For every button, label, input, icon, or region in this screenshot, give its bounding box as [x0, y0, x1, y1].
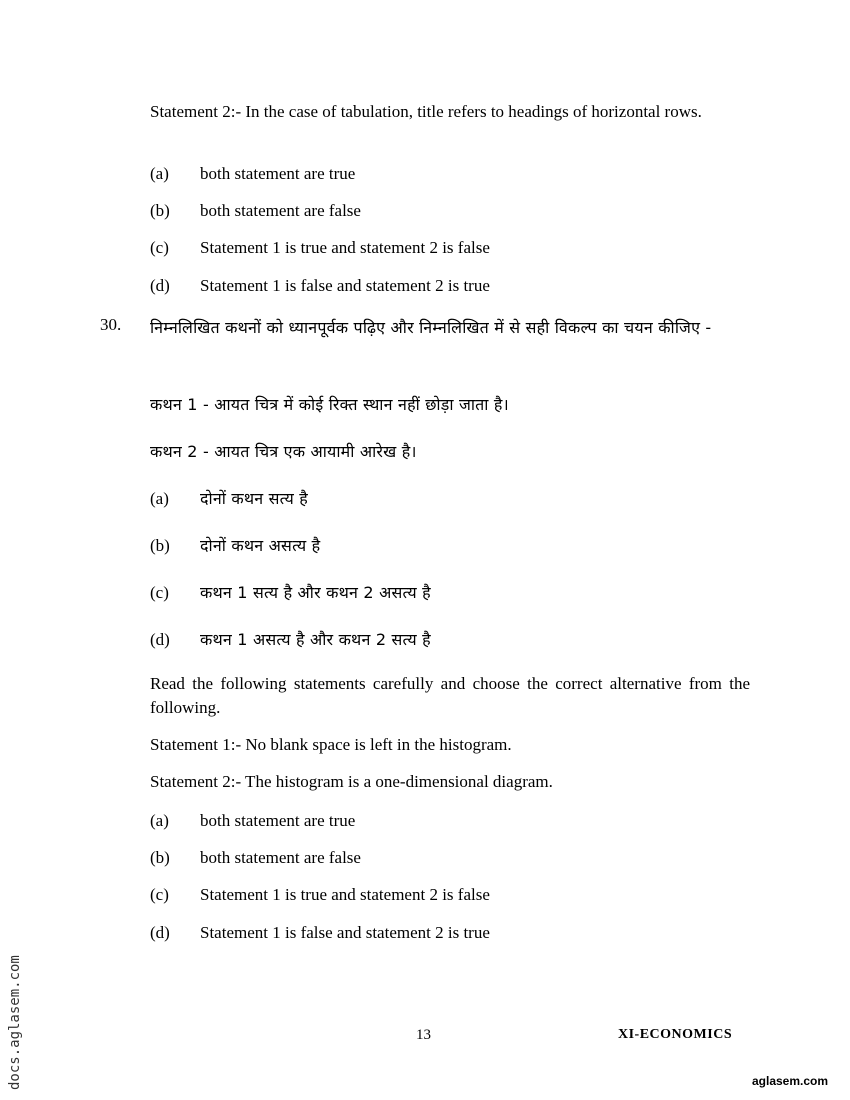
option-text: both statement are false [200, 201, 361, 220]
q30-statement-2: Statement 2:- The histogram is a one-dimensional diagram. [150, 772, 553, 791]
q30-hindi-statement-1: कथन 1 - आयत चित्र में कोई रिक्त स्थान नहीं छोड़ा जाता है। [150, 395, 509, 414]
option-text: both statement are true [200, 164, 356, 183]
side-watermark: docs.aglasem.com [7, 955, 23, 1090]
option-text: कथन 1 असत्य है और कथन 2 सत्य है [200, 630, 431, 649]
option-label: (d) [150, 923, 170, 942]
option-label: (b) [150, 848, 170, 867]
q29-option-b [150, 200, 750, 222]
q30-english-prompt: Read the following statements carefully and choose the correct alternative from the following. [150, 674, 750, 717]
option-label: (c) [150, 238, 169, 257]
option-text: both statement are false [200, 848, 361, 867]
option-text: Statement 1 is true and statement 2 is false [200, 238, 490, 257]
option-label: (a) [150, 164, 169, 183]
option-label: (d) [150, 276, 170, 295]
option-label: (a) [150, 489, 169, 508]
q30-hindi-option-b [150, 535, 750, 557]
option-text: दोनों कथन असत्य है [200, 536, 321, 555]
q29-option-d [150, 275, 750, 297]
option-label: (b) [150, 536, 170, 555]
q29-option-a [150, 163, 750, 185]
q30-hindi-option-c [150, 582, 750, 604]
option-text: both statement are true [200, 811, 356, 830]
q30-hindi-statement-2: कथन 2 - आयत चित्र एक आयामी आरेख है। [150, 442, 417, 461]
option-label: (d) [150, 630, 170, 649]
brand-watermark: aglasem.com [752, 1074, 829, 1088]
q30-hindi-prompt: निम्नलिखित कथनों को ध्यानपूर्वक पढ़िए और निम्नलिखित में से सही विकल्प का चयन कीजिए - [150, 318, 712, 337]
option-text: Statement 1 is false and statement 2 is true [200, 276, 490, 295]
q30-hindi-option-d [150, 629, 750, 651]
page-number: 13 [416, 1027, 431, 1043]
q30-option-d [150, 922, 750, 944]
option-label: (b) [150, 201, 170, 220]
option-text: दोनों कथन सत्य है [200, 489, 308, 508]
question-number: 30. [100, 315, 122, 334]
option-text: Statement 1 is true and statement 2 is false [200, 885, 490, 904]
q30-option-c [150, 884, 750, 906]
option-text: कथन 1 सत्य है और कथन 2 असत्य है [200, 583, 431, 602]
option-label: (c) [150, 583, 169, 602]
q30-statement-1: Statement 1:- No blank space is left in the histogram. [150, 735, 512, 754]
option-text: Statement 1 is false and statement 2 is true [200, 923, 490, 942]
option-label: (a) [150, 811, 169, 830]
q30-option-a [150, 810, 750, 832]
q30-option-b [150, 847, 750, 869]
q29-option-c [150, 237, 750, 259]
q30-hindi-option-a [150, 488, 750, 510]
subject-code: XI-ECONOMICS [618, 1027, 733, 1042]
option-label: (c) [150, 885, 169, 904]
q29-statement-2: Statement 2:- In the case of tabulation, title refers to headings of horizontal rows. [150, 102, 702, 121]
